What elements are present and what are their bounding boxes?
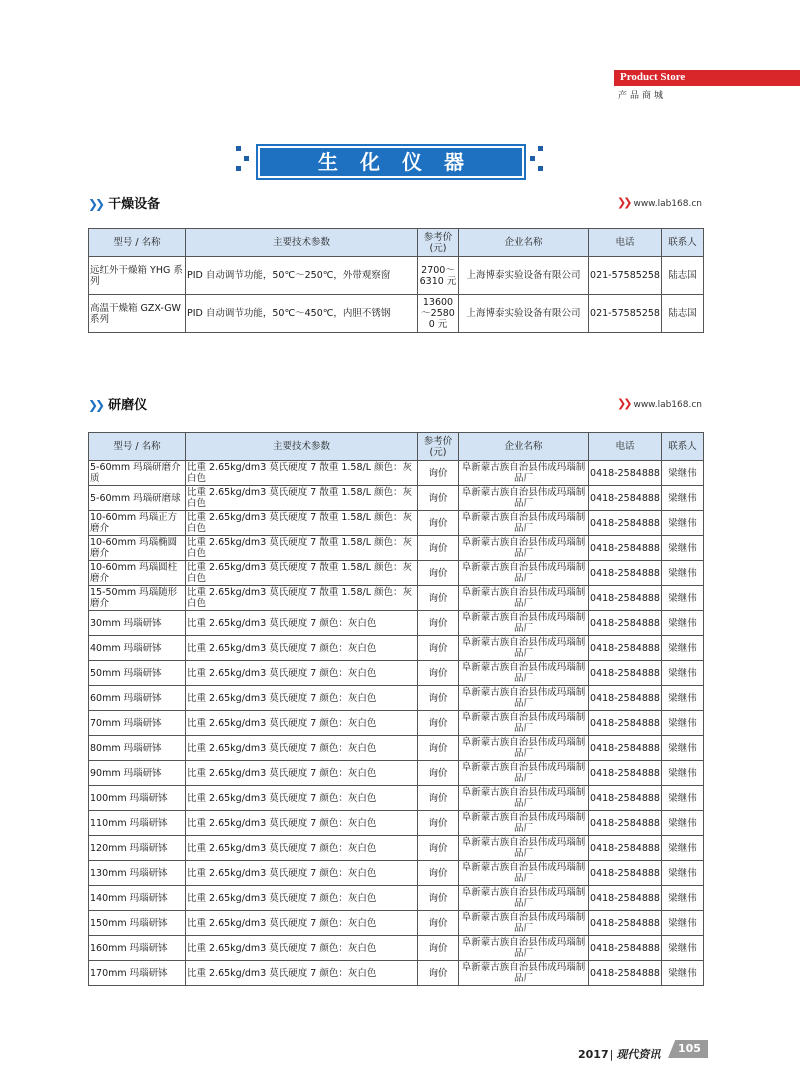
cell-specs: 比重 2.65kg/dm3 莫氏硬度 7 颜色：灰白色	[186, 861, 418, 886]
cell-company: 阜新蒙古族自治县伟成玛瑙制品厂	[459, 586, 589, 611]
cell-model: 5-60mm 玛瑙研磨球	[89, 486, 186, 511]
table-row	[89, 961, 704, 986]
cell-phone: 0418-2584888	[589, 736, 662, 761]
cell-contact: 梁继伟	[662, 711, 704, 736]
table-row	[89, 636, 704, 661]
cell-contact: 梁继伟	[662, 836, 704, 861]
cell-price: 询价	[418, 611, 459, 636]
double-chevron-right-icon: ❯❯	[617, 397, 630, 410]
cell-specs: 比重 2.65kg/dm3 莫氏硬度 7 颜色：灰白色	[186, 961, 418, 986]
table-row	[89, 486, 704, 511]
grinding-url	[617, 397, 702, 410]
cell-model: 160mm 玛瑙研钵	[89, 936, 186, 961]
cell-specs: 比重 2.65kg/dm3 莫氏硬度 7 颜色：灰白色	[186, 936, 418, 961]
cell-phone: 021-57585258	[589, 295, 662, 333]
cell-contact: 梁继伟	[662, 661, 704, 686]
header-company: 企业名称	[459, 229, 589, 257]
cell-model: 高温干燥箱 GZX-GW 系列	[89, 295, 186, 333]
cell-contact: 梁继伟	[662, 736, 704, 761]
cell-phone: 0418-2584888	[589, 911, 662, 936]
cell-price: 2700～6310 元	[418, 257, 459, 295]
cell-model: 170mm 玛瑙研钵	[89, 961, 186, 986]
cell-price: 询价	[418, 961, 459, 986]
cell-model: 110mm 玛瑙研钵	[89, 811, 186, 836]
cell-company: 阜新蒙古族自治县伟成玛瑙制品厂	[459, 861, 589, 886]
cell-phone: 0418-2584888	[589, 961, 662, 986]
header-price: 参考价(元)	[418, 229, 459, 257]
decor-square	[538, 146, 543, 151]
cell-model: 90mm 玛瑙研钵	[89, 761, 186, 786]
cell-specs: 比重 2.65kg/dm3 莫氏硬度 7 颜色：灰白色	[186, 736, 418, 761]
cell-company: 阜新蒙古族自治县伟成玛瑙制品厂	[459, 611, 589, 636]
decor-square	[530, 156, 535, 161]
cell-company: 阜新蒙古族自治县伟成玛瑙制品厂	[459, 736, 589, 761]
cell-phone: 0418-2584888	[589, 636, 662, 661]
cell-price: 13600～25800 元	[418, 295, 459, 333]
cell-model: 10-60mm 玛瑙椭圆磨介	[89, 536, 186, 561]
cell-price: 询价	[418, 586, 459, 611]
cell-model: 120mm 玛瑙研钵	[89, 836, 186, 861]
table-row	[89, 736, 704, 761]
table-row	[89, 461, 704, 486]
cell-phone: 0418-2584888	[589, 936, 662, 961]
cell-company: 阜新蒙古族自治县伟成玛瑙制品厂	[459, 686, 589, 711]
cell-phone: 0418-2584888	[589, 886, 662, 911]
table-row	[89, 711, 704, 736]
cell-phone: 0418-2584888	[589, 811, 662, 836]
grinding-section-heading	[88, 394, 147, 413]
header-model: 型号 / 名称	[89, 229, 186, 257]
cell-model: 150mm 玛瑙研钵	[89, 911, 186, 936]
cell-specs: 比重 2.65kg/dm3 莫氏硬度 7 散重 1.58/L 颜色：灰白色	[186, 586, 418, 611]
section-title: 生化仪器	[318, 150, 486, 174]
product-store-subtitle: 产品商城	[618, 91, 667, 101]
header-phone: 电话	[589, 433, 662, 461]
cell-specs: 比重 2.65kg/dm3 莫氏硬度 7 散重 1.58/L 颜色：灰白色	[186, 511, 418, 536]
cell-price: 询价	[418, 661, 459, 686]
product-store-title: Product Store	[620, 71, 686, 83]
cell-phone: 0418-2584888	[589, 686, 662, 711]
cell-model: 80mm 玛瑙研钵	[89, 736, 186, 761]
cell-specs: 比重 2.65kg/dm3 莫氏硬度 7 散重 1.58/L 颜色：灰白色	[186, 536, 418, 561]
cell-contact: 梁继伟	[662, 761, 704, 786]
cell-phone: 0418-2584888	[589, 536, 662, 561]
cell-specs: PID 自动调节功能，50℃～250℃，外带观察窗	[186, 257, 418, 295]
cell-price: 询价	[418, 786, 459, 811]
grinding-table-body	[89, 461, 704, 986]
table-row	[89, 536, 704, 561]
cell-model: 70mm 玛瑙研钵	[89, 711, 186, 736]
double-chevron-right-icon: ❯❯	[88, 197, 103, 211]
cell-phone: 0418-2584888	[589, 786, 662, 811]
cell-company: 阜新蒙古族自治县伟成玛瑙制品厂	[459, 561, 589, 586]
cell-price: 询价	[418, 811, 459, 836]
cell-model: 100mm 玛瑙研钵	[89, 786, 186, 811]
cell-contact: 梁继伟	[662, 511, 704, 536]
table-header-row	[89, 229, 704, 257]
cell-company: 阜新蒙古族自治县伟成玛瑙制品厂	[459, 961, 589, 986]
drying-url-text[interactable]: www.lab168.cn	[633, 199, 702, 209]
cell-specs: 比重 2.65kg/dm3 莫氏硬度 7 散重 1.58/L 颜色：灰白色	[186, 486, 418, 511]
cell-model: 140mm 玛瑙研钵	[89, 886, 186, 911]
cell-price: 询价	[418, 761, 459, 786]
cell-company: 阜新蒙古族自治县伟成玛瑙制品厂	[459, 786, 589, 811]
cell-contact: 梁继伟	[662, 561, 704, 586]
cell-contact: 梁继伟	[662, 486, 704, 511]
drying-heading-text: 干燥设备	[108, 197, 161, 212]
cell-phone: 0418-2584888	[589, 611, 662, 636]
cell-company: 阜新蒙古族自治县伟成玛瑙制品厂	[459, 911, 589, 936]
cell-model: 10-60mm 玛瑙圆柱磨介	[89, 561, 186, 586]
table-row	[89, 861, 704, 886]
cell-company: 阜新蒙古族自治县伟成玛瑙制品厂	[459, 936, 589, 961]
double-chevron-right-icon: ❯❯	[88, 398, 103, 412]
cell-specs: 比重 2.65kg/dm3 莫氏硬度 7 颜色：灰白色	[186, 686, 418, 711]
table-row	[89, 511, 704, 536]
cell-contact: 梁继伟	[662, 461, 704, 486]
table-row	[89, 611, 704, 636]
drying-table	[88, 228, 704, 333]
cell-model: 10-60mm 玛瑙正方磨介	[89, 511, 186, 536]
table-row	[89, 836, 704, 861]
table-row	[89, 886, 704, 911]
table-row	[89, 936, 704, 961]
table-row	[89, 561, 704, 586]
cell-company: 阜新蒙古族自治县伟成玛瑙制品厂	[459, 486, 589, 511]
cell-price: 询价	[418, 461, 459, 486]
cell-price: 询价	[418, 886, 459, 911]
cell-model: 130mm 玛瑙研钵	[89, 861, 186, 886]
cell-company: 阜新蒙古族自治县伟成玛瑙制品厂	[459, 836, 589, 861]
cell-specs: 比重 2.65kg/dm3 莫氏硬度 7 颜色：灰白色	[186, 611, 418, 636]
cell-model: 5-60mm 玛瑙研磨介质	[89, 461, 186, 486]
table-row	[89, 686, 704, 711]
cell-contact: 梁继伟	[662, 786, 704, 811]
cell-contact: 梁继伟	[662, 611, 704, 636]
cell-model: 远红外干燥箱 YHG 系列	[89, 257, 186, 295]
cell-company: 阜新蒙古族自治县伟成玛瑙制品厂	[459, 811, 589, 836]
cell-phone: 021-57585258	[589, 257, 662, 295]
cell-company: 阜新蒙古族自治县伟成玛瑙制品厂	[459, 536, 589, 561]
header-price: 参考价(元)	[418, 433, 459, 461]
page-number: 105	[678, 1042, 701, 1055]
cell-phone: 0418-2584888	[589, 661, 662, 686]
cell-model: 40mm 玛瑙研钵	[89, 636, 186, 661]
cell-phone: 0418-2584888	[589, 711, 662, 736]
cell-specs: 比重 2.65kg/dm3 莫氏硬度 7 颜色：灰白色	[186, 661, 418, 686]
section-title-block	[232, 138, 552, 188]
cell-contact: 梁继伟	[662, 686, 704, 711]
cell-contact: 梁继伟	[662, 536, 704, 561]
cell-specs: 比重 2.65kg/dm3 莫氏硬度 7 颜色：灰白色	[186, 711, 418, 736]
header-phone: 电话	[589, 229, 662, 257]
cell-phone: 0418-2584888	[589, 761, 662, 786]
cell-model: 50mm 玛瑙研钵	[89, 661, 186, 686]
grinding-table	[88, 432, 704, 986]
cell-price: 询价	[418, 836, 459, 861]
cell-contact: 梁继伟	[662, 911, 704, 936]
footer-magazine: 现代资讯	[616, 1048, 661, 1061]
section-title-band	[260, 148, 522, 176]
cell-company: 上海博泰实验设备有限公司	[459, 295, 589, 333]
header-contact: 联系人	[662, 229, 704, 257]
table-row	[89, 295, 704, 333]
cell-company: 阜新蒙古族自治县伟成玛瑙制品厂	[459, 886, 589, 911]
header-specs: 主要技术参数	[186, 433, 418, 461]
cell-phone: 0418-2584888	[589, 511, 662, 536]
table-row	[89, 257, 704, 295]
cell-model: 15-50mm 玛瑙随形磨介	[89, 586, 186, 611]
cell-price: 询价	[418, 511, 459, 536]
cell-specs: 比重 2.65kg/dm3 莫氏硬度 7 散重 1.58/L 颜色：灰白色	[186, 461, 418, 486]
cell-phone: 0418-2584888	[589, 486, 662, 511]
cell-price: 询价	[418, 486, 459, 511]
cell-specs: 比重 2.65kg/dm3 莫氏硬度 7 颜色：灰白色	[186, 811, 418, 836]
cell-phone: 0418-2584888	[589, 861, 662, 886]
cell-contact: 梁继伟	[662, 936, 704, 961]
cell-company: 阜新蒙古族自治县伟成玛瑙制品厂	[459, 661, 589, 686]
table-row	[89, 761, 704, 786]
cell-price: 询价	[418, 936, 459, 961]
cell-contact: 梁继伟	[662, 586, 704, 611]
table-row	[89, 661, 704, 686]
header-model: 型号 / 名称	[89, 433, 186, 461]
cell-price: 询价	[418, 686, 459, 711]
decor-square	[236, 166, 241, 171]
cell-specs: 比重 2.65kg/dm3 莫氏硬度 7 颜色：灰白色	[186, 786, 418, 811]
cell-contact: 陆志国	[662, 295, 704, 333]
decor-square	[236, 146, 241, 151]
cell-phone: 0418-2584888	[589, 461, 662, 486]
drying-url	[617, 196, 702, 209]
cell-specs: 比重 2.65kg/dm3 莫氏硬度 7 颜色：灰白色	[186, 636, 418, 661]
cell-price: 询价	[418, 536, 459, 561]
page-footer: 2017| 现代资讯	[578, 1048, 661, 1061]
cell-specs: 比重 2.65kg/dm3 莫氏硬度 7 散重 1.58/L 颜色：灰白色	[186, 561, 418, 586]
cell-company: 阜新蒙古族自治县伟成玛瑙制品厂	[459, 636, 589, 661]
double-chevron-right-icon: ❯❯	[617, 196, 630, 209]
drying-table-body	[89, 257, 704, 333]
cell-price: 询价	[418, 636, 459, 661]
cell-price: 询价	[418, 561, 459, 586]
decor-square	[244, 156, 249, 161]
cell-phone: 0418-2584888	[589, 586, 662, 611]
cell-contact: 梁继伟	[662, 811, 704, 836]
cell-specs: PID 自动调节功能，50℃～450℃，内胆不锈钢	[186, 295, 418, 333]
cell-price: 询价	[418, 911, 459, 936]
cell-company: 阜新蒙古族自治县伟成玛瑙制品厂	[459, 461, 589, 486]
cell-model: 60mm 玛瑙研钵	[89, 686, 186, 711]
table-row	[89, 911, 704, 936]
cell-contact: 梁继伟	[662, 636, 704, 661]
drying-section-heading	[88, 193, 160, 212]
table-row	[89, 786, 704, 811]
cell-model: 30mm 玛瑙研钵	[89, 611, 186, 636]
cell-specs: 比重 2.65kg/dm3 莫氏硬度 7 颜色：灰白色	[186, 886, 418, 911]
cell-contact: 梁继伟	[662, 861, 704, 886]
cell-company: 上海博泰实验设备有限公司	[459, 257, 589, 295]
cell-phone: 0418-2584888	[589, 561, 662, 586]
cell-price: 询价	[418, 711, 459, 736]
grinding-heading-text: 研磨仪	[108, 398, 148, 413]
header-contact: 联系人	[662, 433, 704, 461]
grinding-url-text[interactable]: www.lab168.cn	[633, 400, 702, 410]
cell-company: 阜新蒙古族自治县伟成玛瑙制品厂	[459, 711, 589, 736]
cell-company: 阜新蒙古族自治县伟成玛瑙制品厂	[459, 511, 589, 536]
header-company: 企业名称	[459, 433, 589, 461]
cell-contact: 陆志国	[662, 257, 704, 295]
cell-contact: 梁继伟	[662, 886, 704, 911]
cell-specs: 比重 2.65kg/dm3 莫氏硬度 7 颜色：灰白色	[186, 911, 418, 936]
cell-specs: 比重 2.65kg/dm3 莫氏硬度 7 颜色：灰白色	[186, 836, 418, 861]
cell-company: 阜新蒙古族自治县伟成玛瑙制品厂	[459, 761, 589, 786]
table-row	[89, 586, 704, 611]
table-header-row	[89, 433, 704, 461]
cell-phone: 0418-2584888	[589, 836, 662, 861]
table-row	[89, 811, 704, 836]
cell-specs: 比重 2.65kg/dm3 莫氏硬度 7 颜色：灰白色	[186, 761, 418, 786]
decor-square	[538, 166, 543, 171]
cell-price: 询价	[418, 861, 459, 886]
header-specs: 主要技术参数	[186, 229, 418, 257]
cell-contact: 梁继伟	[662, 961, 704, 986]
footer-year: 2017	[578, 1048, 609, 1061]
cell-price: 询价	[418, 736, 459, 761]
